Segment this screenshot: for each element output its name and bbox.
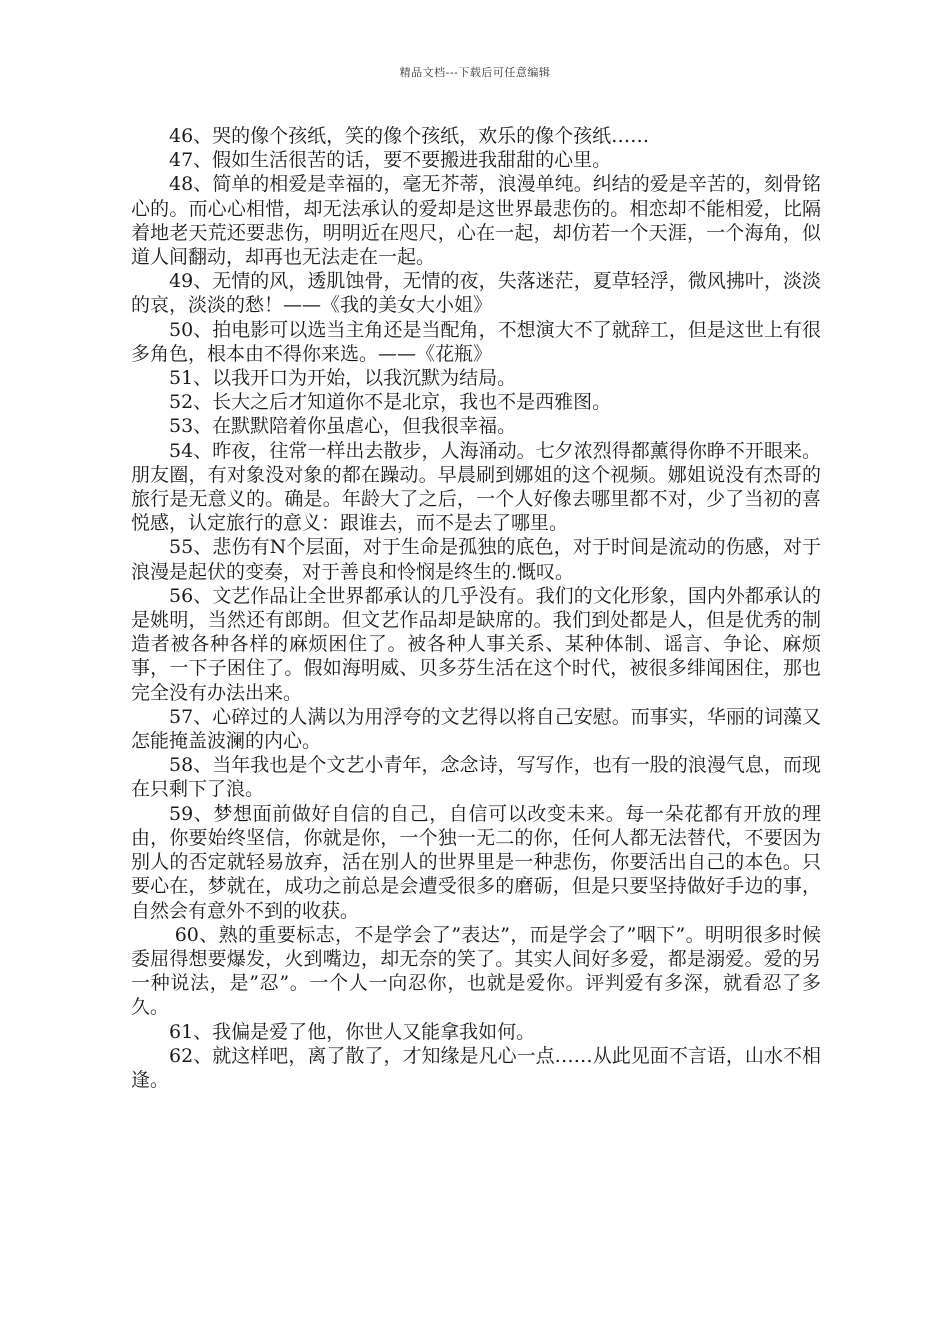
paragraph-61: 61、我偏是爱了他，你世人又能拿我如何。 — [169, 1020, 536, 1043]
paragraph-56: 56、文艺作品让全世界都承认的几乎没有。我们的文化形象，国内外都承认的是姚明，当然还有郎朗。但文艺作品却是缺席的。我们到处都是人，但是优秀的制造者被各种各样的麻烦困住了。被各种人事关系、某种体制、谣言、争论、麻烦事，一下子困住了。假如海明威、贝多芬生活在这个时代，被很多绯闻困住，那也完全没有办法出来。 — [131, 584, 821, 704]
document-body — [131, 124, 821, 1092]
paragraph-48: 48、简单的相爱是幸福的，毫无芥蒂，浪漫单纯。纠结的爱是辛苦的，刻骨铭心的。而心心相惜，却无法承认的爱却是这世界最悲伤的。相恋却不能相爱，比隔着地老天荒还要悲伤，明明近在咫尺，心在一起，却仿若一个天涯，一个海角，似道人间翻动，却再也无法走在一起。 — [131, 173, 821, 269]
paragraph-55: 55、悲伤有N个层面，对于生命是孤独的底色，对于时间是流动的伤感，对于浪漫是起伏的变奏，对于善良和怜悯是终生的.慨叹。 — [131, 536, 821, 583]
paragraph-47: 47、假如生活很苦的话，要不要搬进我甜甜的心里。 — [169, 149, 612, 172]
paragraph-60: 60、熟的重要标志，不是学会了”表达”，而是学会了”咽下”。明明很多时候委屈得想要爆发，火到嘴边，却无奈的笑了。其实人间好多爱，都是溺爱。爱的另一种说法，是”忍”。一个人一向忍你，也就是爱你。评判爱有多深，就看忍了多久。 — [131, 923, 821, 1019]
paragraph-50: 50、拍电影可以选当主角还是当配角，不想演大不了就辞工，但是这世上有很多角色，根本由不得你来选。——《花瓶》 — [131, 318, 821, 365]
paragraph-52: 52、长大之后才知道你不是北京，我也不是西雅图。 — [169, 391, 612, 414]
page-header: 精品文档---下载后可任意编辑 — [399, 66, 551, 79]
paragraph-46: 46、哭的像个孩纸，笑的像个孩纸，欢乐的像个孩纸…… — [169, 125, 650, 147]
paragraph-62: 62、就这样吧，离了散了，才知缘是凡心一点……从此见面不言语，山水不相逢。 — [131, 1044, 821, 1091]
paragraph-53: 53、在默默陪着你虽虐心，但我很幸福。 — [169, 415, 517, 438]
paragraph-58: 58、当年我也是个文艺小青年，念念诗，写写作，也有一股的浪漫气息，而现在只剩下了浪。 — [131, 754, 821, 801]
paragraph-54: 54、昨夜，往常一样出去散步，人海涌动。七夕浓烈得都薰得你睁不开眼来。朋友圈，有对象没对象的都在躁动。早晨刷到娜姐的这个视频。娜姐说没有杰哥的旅行是无意义的。确是。年龄大了之后，一个人好像去哪里都不对，少了当初的喜悦感，认定旅行的意义：跟谁去，而不是去了哪里。 — [131, 439, 821, 535]
paragraph-57: 57、心碎过的人满以为用浮夸的文艺得以将自己安慰。而事实，华丽的词藻又怎能掩盖波澜的内心。 — [131, 705, 821, 753]
paragraph-51: 51、以我开口为开始，以我沉默为结局。 — [169, 367, 517, 390]
paragraph-49: 49、无情的风，透肌蚀骨，无情的夜，失落迷茫，夏草轻浮，微风拂叶，淡淡的哀，淡淡的愁！——《我的美女大小姐》 — [131, 270, 821, 317]
paragraph-59: 59、梦想面前做好自信的自己，自信可以改变未来。每一朵花都有开放的理由，你要始终坚信，你就是你，一个独一无二的你，任何人都无法替代，不要因为别人的否定就轻易放弃，活在别人的世界里是一种悲伤，你要活出自己的本色。只要心在，梦就在，成功之前总是会遭受很多的磨砺，但是只要坚持做好手边的事，自然会有意外不到的收获。 — [131, 802, 821, 922]
